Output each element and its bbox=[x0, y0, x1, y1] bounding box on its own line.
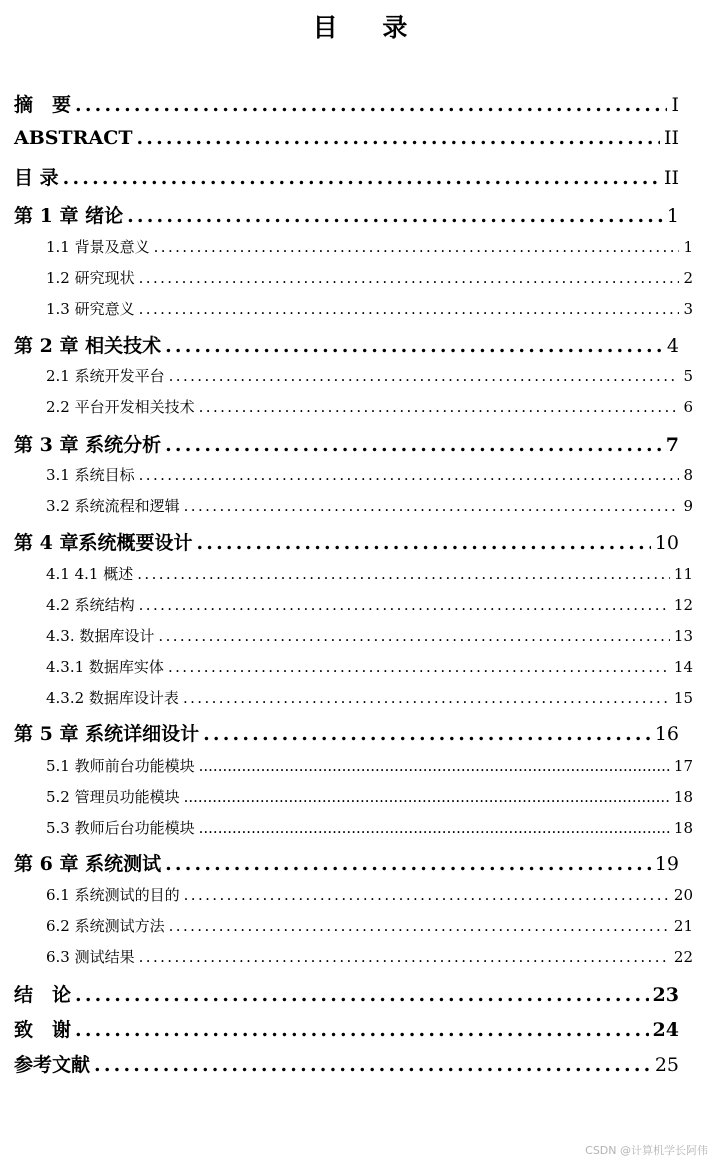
toc-entry-label: 4.3. 数据库设计 bbox=[46, 627, 155, 645]
toc-entry-page: 17 bbox=[673, 757, 693, 775]
toc-entry-label: 致 谢 bbox=[14, 1019, 72, 1041]
toc-entry-label: 1.2 研究现状 bbox=[46, 269, 135, 287]
toc-entry-page: 18 bbox=[673, 819, 693, 837]
toc-entry-label: 5.1 教师前台功能模块 bbox=[46, 757, 195, 775]
toc-entry-page: 25 bbox=[654, 1054, 679, 1076]
toc-entry-6-3[interactable] bbox=[0, 946, 720, 967]
leader-dots bbox=[75, 984, 649, 1006]
watermark: CSDN @计算机学长阿伟 bbox=[585, 1144, 708, 1157]
toc-entry-label: 目 录 bbox=[14, 167, 59, 189]
toc-entry-page: 18 bbox=[673, 788, 693, 806]
leader-dots bbox=[127, 205, 663, 227]
toc-entry-page: 5 bbox=[683, 367, 693, 385]
toc-entry-label: 3.2 系统流程和逻辑 bbox=[46, 497, 180, 515]
leader-dots bbox=[184, 886, 670, 904]
toc-entry-abstract-en[interactable] bbox=[0, 127, 706, 149]
toc-entry-label: 2.2 平台开发相关技术 bbox=[46, 398, 195, 416]
leader-dots bbox=[169, 917, 670, 935]
toc-entry-page: 16 bbox=[654, 723, 679, 745]
toc-entry-acknowledgement[interactable] bbox=[0, 1015, 706, 1042]
leader-dots bbox=[75, 1019, 649, 1041]
toc-entry-label: 5.2 管理员功能模块 bbox=[46, 788, 180, 806]
toc-entry-page: 24 bbox=[652, 1019, 679, 1041]
leader-dots bbox=[75, 94, 667, 116]
toc-entry-4-2[interactable] bbox=[0, 594, 720, 615]
toc-entry-1-2[interactable] bbox=[0, 267, 720, 288]
toc-entry-label: 1.3 研究意义 bbox=[46, 300, 135, 318]
toc-entry-page: 6 bbox=[683, 398, 693, 416]
leader-dots bbox=[169, 367, 680, 385]
toc-entry-label: ABSTRACT bbox=[14, 127, 133, 149]
leader-dots bbox=[165, 335, 663, 357]
toc-entry-6-2[interactable] bbox=[0, 915, 720, 936]
toc-entry-page: 1 bbox=[683, 238, 693, 256]
toc-entry-label: 第 6 章 系统测试 bbox=[14, 853, 162, 875]
toc-entry-label: 第 5 章 系统详细设计 bbox=[14, 723, 200, 745]
toc-entry-chapter-2[interactable] bbox=[0, 331, 706, 358]
toc-entry-page: 14 bbox=[673, 658, 693, 676]
toc-entry-label: 第 3 章 系统分析 bbox=[14, 434, 162, 456]
leader-dots bbox=[139, 596, 670, 614]
leader-dots bbox=[183, 689, 670, 707]
toc-entry-contents[interactable] bbox=[0, 163, 706, 190]
toc-entry-label: 6.1 系统测试的目的 bbox=[46, 886, 180, 904]
toc-entry-label: 4.1 4.1 概述 bbox=[46, 565, 134, 583]
toc-entry-page: 4 bbox=[666, 335, 679, 357]
leader-dots bbox=[154, 238, 680, 256]
leader-dots bbox=[139, 300, 680, 318]
leader-dots bbox=[196, 532, 650, 554]
toc-entry-page: 8 bbox=[683, 466, 693, 484]
toc-entry-conclusion[interactable] bbox=[0, 980, 706, 1007]
leader-dots bbox=[199, 757, 670, 775]
leader-dots bbox=[165, 434, 662, 456]
toc-entry-page: 15 bbox=[673, 689, 693, 707]
toc-entry-label: 6.2 系统测试方法 bbox=[46, 917, 165, 935]
toc-entry-label: 2.1 系统开发平台 bbox=[46, 367, 165, 385]
toc-entry-page: II bbox=[663, 167, 679, 189]
leader-dots bbox=[203, 723, 651, 745]
toc-entry-4-3-2[interactable] bbox=[0, 687, 720, 708]
toc-entry-5-2[interactable] bbox=[0, 786, 720, 807]
toc-entry-abstract-cn[interactable] bbox=[0, 90, 706, 117]
toc-entry-page: I bbox=[671, 94, 679, 116]
toc-entry-page: 12 bbox=[673, 596, 693, 614]
toc-entry-4-3-1[interactable] bbox=[0, 656, 720, 677]
toc-entry-chapter-6[interactable] bbox=[0, 849, 706, 876]
toc-entry-page: 20 bbox=[673, 886, 693, 904]
leader-dots bbox=[63, 167, 660, 189]
toc-entry-chapter-5[interactable] bbox=[0, 719, 706, 746]
leader-dots bbox=[199, 819, 670, 837]
toc-entry-page: 21 bbox=[673, 917, 693, 935]
leader-dots bbox=[158, 627, 670, 645]
toc-entry-label: 3.1 系统目标 bbox=[46, 466, 135, 484]
leader-dots bbox=[139, 269, 680, 287]
toc-entry-label: 结 论 bbox=[14, 984, 72, 1006]
toc-entry-page: 19 bbox=[654, 853, 679, 875]
toc-entry-label: 5.3 教师后台功能模块 bbox=[46, 819, 195, 837]
toc-entry-label: 第 4 章系统概要设计 bbox=[14, 532, 193, 554]
leader-dots bbox=[136, 127, 660, 149]
toc-entry-page: 2 bbox=[683, 269, 693, 287]
toc-entry-label: 6.3 测试结果 bbox=[46, 948, 135, 966]
toc-entry-5-1[interactable] bbox=[0, 755, 720, 776]
toc-entry-page: 11 bbox=[673, 565, 693, 583]
toc-entry-page: 1 bbox=[666, 205, 679, 227]
toc-entry-6-1[interactable] bbox=[0, 884, 720, 905]
toc-entry-label: 第 2 章 相关技术 bbox=[14, 335, 162, 357]
leader-dots bbox=[139, 948, 670, 966]
toc-entry-3-2[interactable] bbox=[0, 495, 720, 516]
toc-entry-page: 9 bbox=[683, 497, 693, 515]
toc-entry-page: II bbox=[663, 127, 679, 149]
toc-entry-page: 23 bbox=[652, 984, 679, 1006]
toc-entry-label: 4.2 系统结构 bbox=[46, 596, 135, 614]
leader-dots bbox=[184, 788, 670, 806]
page-title: 目 录 bbox=[312, 13, 426, 42]
leader-dots bbox=[94, 1054, 651, 1076]
toc-entry-1-3[interactable] bbox=[0, 298, 720, 319]
toc-entry-page: 10 bbox=[654, 532, 679, 554]
toc-entry-label: 4.3.1 数据库实体 bbox=[46, 658, 164, 676]
toc-entry-page: 13 bbox=[673, 627, 693, 645]
toc-entry-references[interactable] bbox=[0, 1050, 706, 1077]
toc-entry-5-3[interactable] bbox=[0, 817, 720, 838]
toc-entry-page: 22 bbox=[673, 948, 693, 966]
toc-entry-chapter-3[interactable] bbox=[0, 430, 706, 457]
toc-entry-page: 3 bbox=[683, 300, 693, 318]
leader-dots bbox=[184, 497, 680, 515]
leader-dots bbox=[139, 466, 680, 484]
toc-entry-label: 4.3.2 数据库设计表 bbox=[46, 689, 179, 707]
toc-entry-4-1[interactable] bbox=[0, 563, 720, 584]
toc-entry-label: 摘 要 bbox=[14, 94, 72, 116]
leader-dots bbox=[168, 658, 670, 676]
toc-entry-label: 1.1 背景及意义 bbox=[46, 238, 150, 256]
leader-dots bbox=[165, 853, 651, 875]
toc-entry-2-2[interactable] bbox=[0, 396, 720, 417]
toc-entry-4-3[interactable] bbox=[0, 625, 720, 646]
toc-entry-chapter-1[interactable] bbox=[0, 201, 706, 228]
toc-entry-page: 7 bbox=[665, 434, 679, 456]
toc-entry-chapter-4[interactable] bbox=[0, 528, 706, 555]
toc-entry-label: 参考文献 bbox=[14, 1054, 91, 1076]
toc-entry-2-1[interactable] bbox=[0, 365, 720, 386]
leader-dots bbox=[137, 565, 670, 583]
toc-entry-3-1[interactable] bbox=[0, 464, 720, 485]
toc-entry-label: 第 1 章 绪论 bbox=[14, 205, 124, 227]
leader-dots bbox=[199, 398, 680, 416]
toc-entry-1-1[interactable] bbox=[0, 236, 720, 257]
